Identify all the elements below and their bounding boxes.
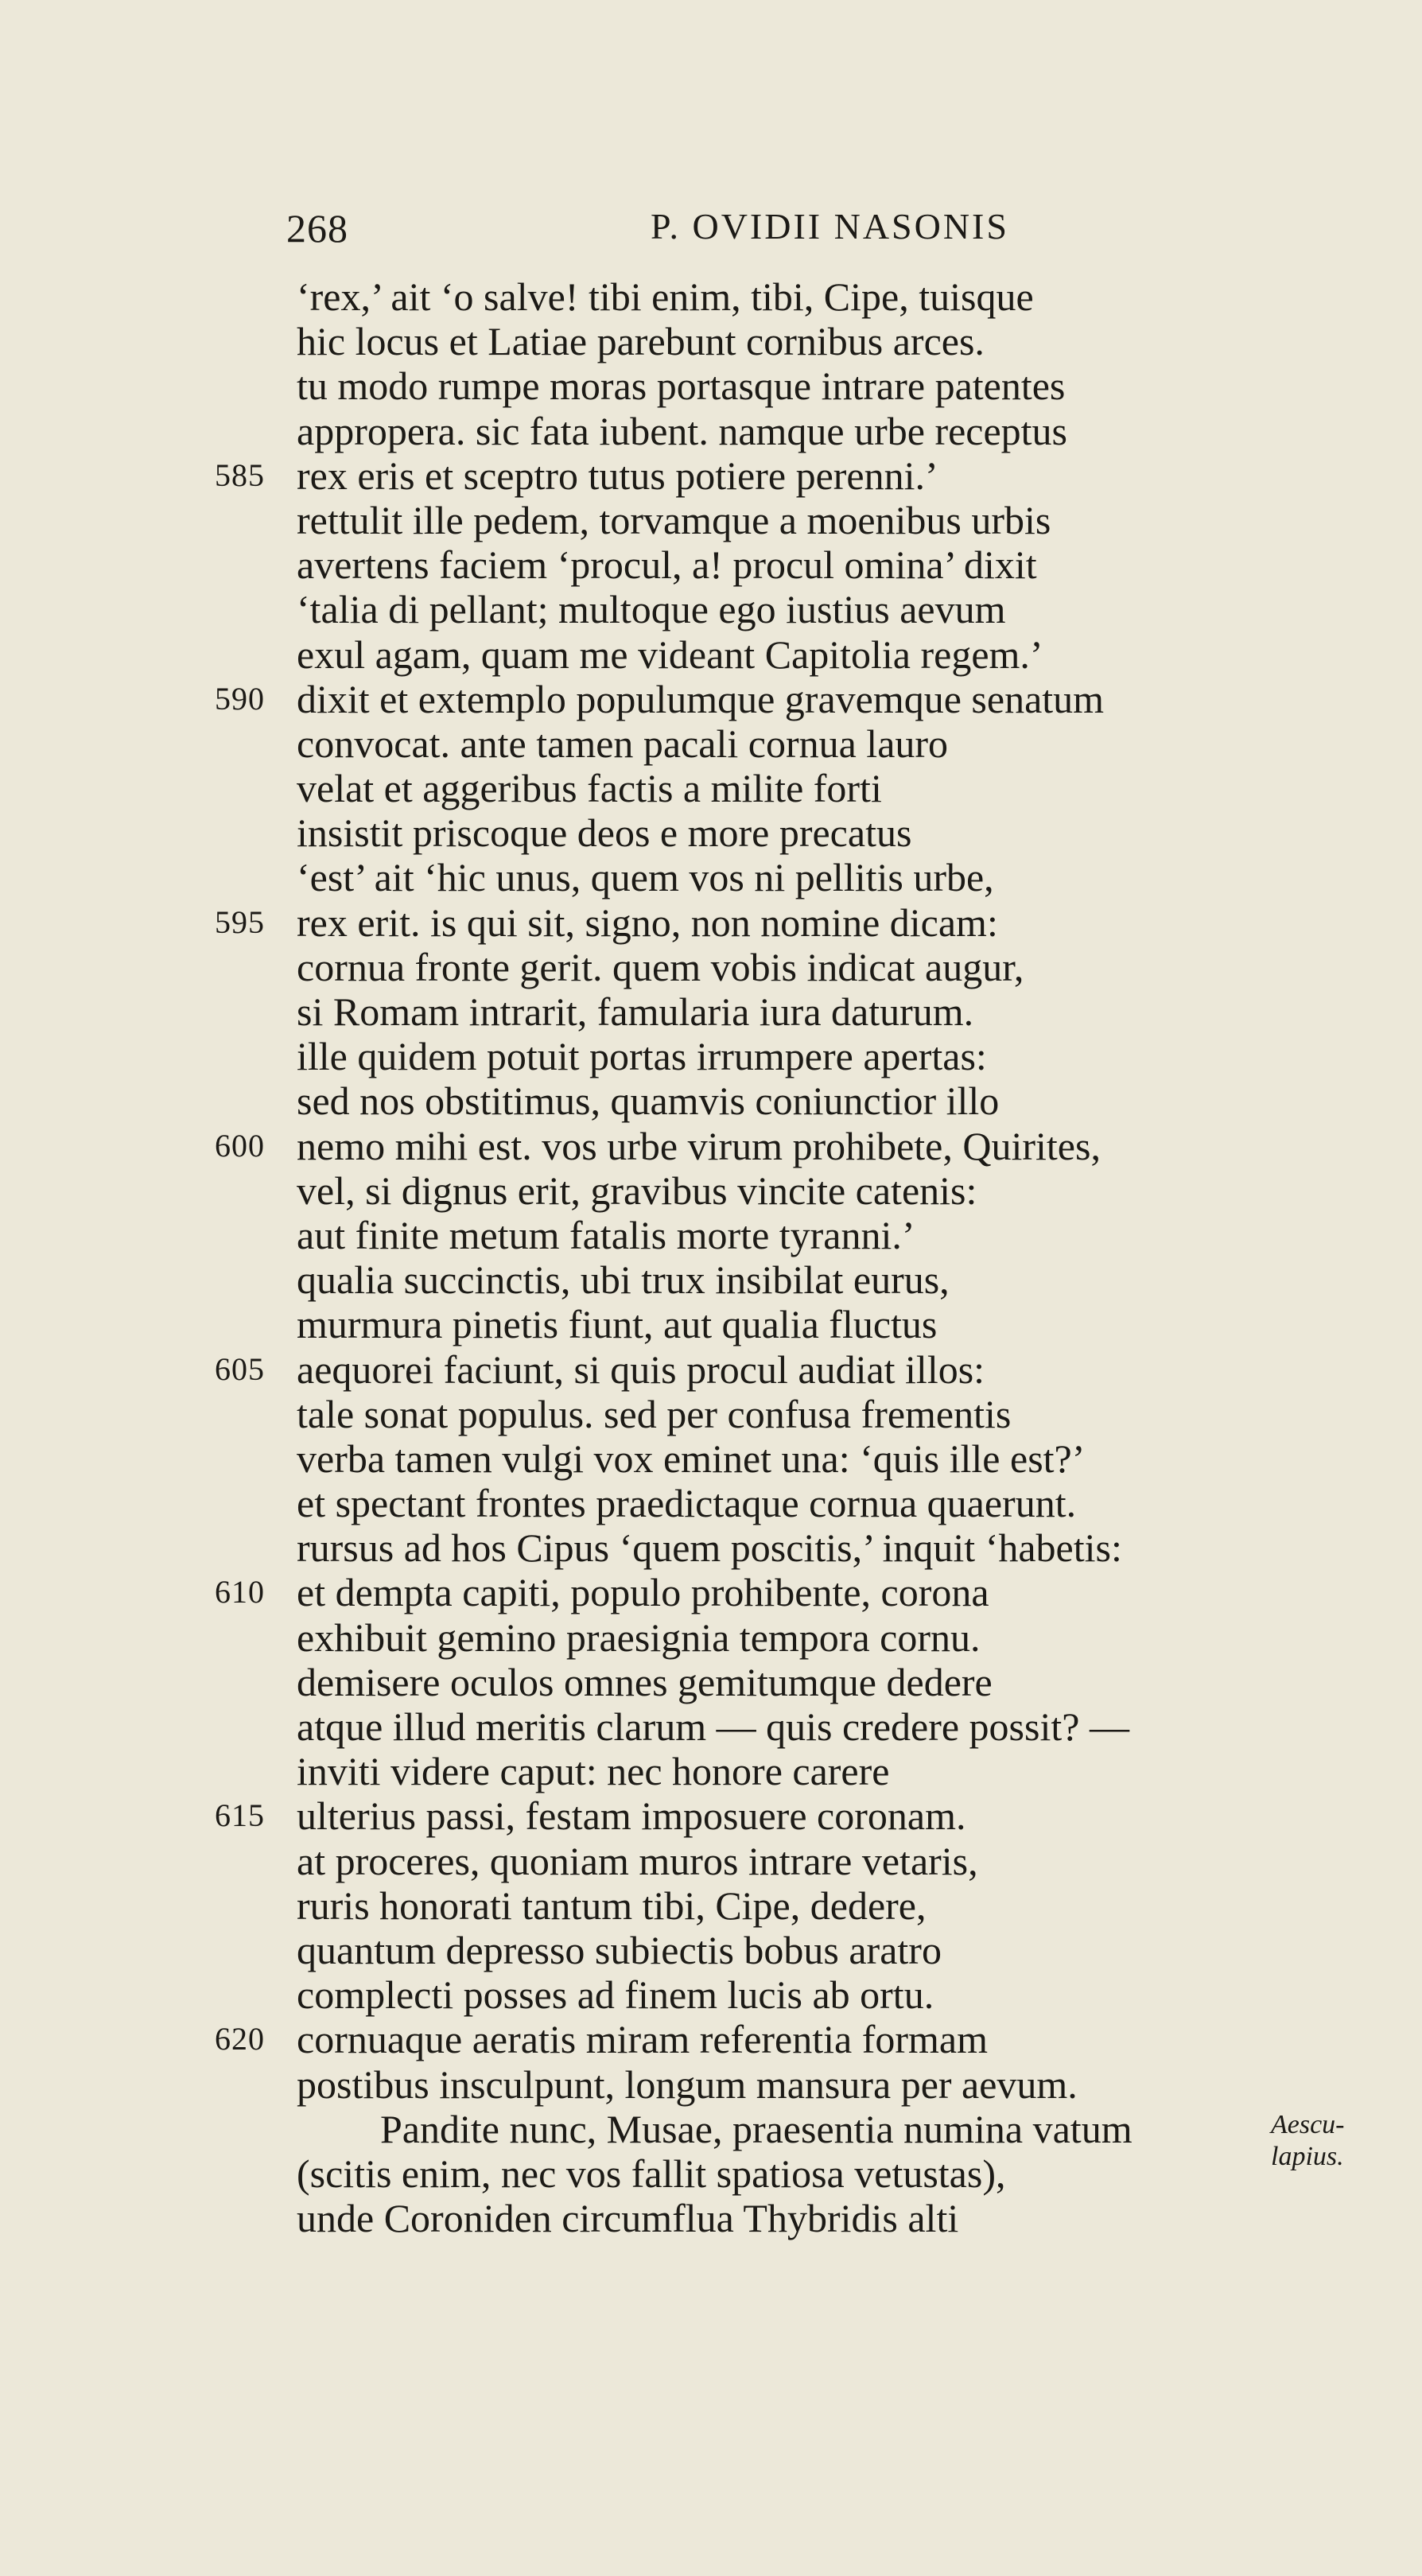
- verse-text: at proceres, quoniam muros intrare vetaris,: [297, 1838, 978, 1883]
- verse-text: vel, si dignus erit, gravibus vincite catenis:: [297, 1168, 977, 1213]
- verse-text: rex erit. is qui sit, signo, non nomine dicam:: [297, 899, 998, 945]
- verse-text: appropera. sic fata iubent. namque urbe receptus: [297, 408, 1068, 453]
- verse-line: [215, 855, 1344, 899]
- verse-text: rursus ad hos Cipus ‘quem poscitis,’ inquit ‘habetis:: [297, 1525, 1122, 1571]
- verse-text: si Romam intrarit, famularia iura daturum.: [297, 989, 974, 1034]
- verse-line: [215, 319, 1344, 363]
- verse-text: nemo mihi est. vos urbe virum prohibete, Quirites,: [297, 1123, 1101, 1168]
- verse-text: quantum depresso subiectis bobus aratro: [297, 1927, 942, 1972]
- verse-line: [215, 1124, 1344, 1168]
- verse-text: rettulit ille pedem, torvamque a moenibus urbis: [297, 497, 1051, 542]
- marginal-note-line: lapius.: [1271, 2142, 1344, 2171]
- verse-text: exul agam, quam me videant Capitolia regem.’: [297, 631, 1043, 677]
- verse-line: [215, 1392, 1344, 1436]
- verse-text: ‘est’ ait ‘hic unus, quem vos ni pellitis urbe,: [297, 855, 994, 900]
- verse-text: qualia succinctis, ubi trux insibilat eurus,: [297, 1257, 950, 1303]
- verse-line: [215, 989, 1344, 1034]
- verse-line: [215, 1704, 1344, 1749]
- verse-line: [215, 810, 1344, 855]
- verse-text: exhibuit gemino praesignia tempora cornu.: [297, 1614, 981, 1660]
- verse-text: aequorei faciunt, si quis procul audiat illos:: [297, 1346, 985, 1392]
- verse-block: [215, 274, 1344, 2240]
- line-number: 615: [215, 1797, 265, 1834]
- verse-line: [215, 900, 1344, 945]
- verse-text: Pandite nunc, Musae, praesentia numina vatum: [380, 2106, 1133, 2151]
- verse-line: [215, 1436, 1344, 1481]
- verse-text: hic locus et Latiae parebunt cornibus arces.: [297, 319, 985, 364]
- verse-line: [215, 1257, 1344, 1302]
- marginal-note: [1271, 2109, 1345, 2173]
- verse-text: unde Coroniden circumflua Thybridis alti: [297, 2196, 959, 2241]
- verse-text: et dempta capiti, populo prohibente, corona: [297, 1570, 989, 1615]
- verse-line: [215, 1928, 1344, 1972]
- verse-line: [215, 2196, 1344, 2240]
- verse-text: tale sonat populus. sed per confusa frementis: [297, 1391, 1012, 1436]
- verse-line: [215, 1034, 1344, 1078]
- verse-line: [215, 587, 1344, 631]
- verse-text: demisere oculos omnes gemitumque dedere: [297, 1659, 993, 1704]
- verse-text: avertens faciem ‘procul, a! procul omina’ dixit: [297, 542, 1037, 588]
- verse-text: sed nos obstitimus, quamvis coniunctior illo: [297, 1078, 1000, 1124]
- verse-text: aut finite metum fatalis morte tyranni.’: [297, 1212, 915, 1257]
- verse-text: rex eris et sceptro tutus potiere perenni.’: [297, 453, 938, 498]
- line-number: 620: [215, 2021, 265, 2057]
- verse-line: [215, 2062, 1344, 2107]
- verse-line: [215, 945, 1344, 989]
- verse-line: [215, 1168, 1344, 1213]
- verse-text: verba tamen vulgi vox eminet una: ‘quis ille est?’: [297, 1436, 1086, 1481]
- verse-line: [215, 1213, 1344, 1257]
- verse-line: [215, 1078, 1344, 1123]
- line-number: 605: [215, 1350, 265, 1387]
- verse-line: [215, 1972, 1344, 2017]
- verse-line: [215, 677, 1344, 721]
- verse-text: insistit priscoque deos e more precatus: [297, 810, 912, 856]
- verse-line: [215, 721, 1344, 766]
- line-number: 610: [215, 1574, 265, 1610]
- verse-line: [215, 1481, 1344, 1525]
- verse-line: [215, 1793, 1344, 1838]
- verse-text: ruris honorati tantum tibi, Cipe, dedere,: [297, 1882, 927, 1928]
- verse-text: velat et aggeribus factis a milite forti: [297, 766, 882, 811]
- verse-text: ‘talia di pellant; multoque ego iustius aevum: [297, 587, 1006, 632]
- verse-line: [215, 1525, 1344, 1570]
- verse-text: ille quidem potuit portas irrumpere apertas:: [297, 1034, 987, 1079]
- verse-line: [215, 1660, 1344, 1704]
- verse-line: [215, 2107, 1344, 2151]
- verse-line: [215, 274, 1344, 319]
- verse-line: [215, 2151, 1344, 2196]
- verse-line: [215, 363, 1344, 408]
- verse-line: [215, 498, 1344, 542]
- verse-line: [215, 1883, 1344, 1928]
- verse-line: [215, 1570, 1344, 1614]
- running-head: P. OVIDII NASONIS: [651, 206, 1009, 247]
- verse-text: postibus insculpunt, longum mansura per aevum.: [297, 2061, 1078, 2107]
- verse-text: cornua fronte gerit. quem vobis indicat augur,: [297, 944, 1024, 989]
- line-number: 595: [215, 903, 265, 940]
- verse-text: cornuaque aeratis miram referentia formam: [297, 2017, 988, 2062]
- verse-text: convocat. ante tamen pacali cornua lauro: [297, 721, 949, 766]
- page-header: [286, 205, 1241, 261]
- verse-line: [215, 1749, 1344, 1793]
- verse-line: [215, 632, 1344, 677]
- verse-text: complecti posses ad finem lucis ab ortu.: [297, 1972, 934, 2018]
- verse-text: tu modo rumpe moras portasque intrare patentes: [297, 363, 1066, 409]
- line-number: 590: [215, 680, 265, 717]
- verse-line: [215, 1347, 1344, 1392]
- verse-line: [215, 766, 1344, 810]
- verse-line: [215, 2017, 1344, 2061]
- marginal-note-line: Aescu-: [1271, 2110, 1345, 2139]
- verse-line: [215, 409, 1344, 453]
- verse-text: ulterius passi, festam imposuere coronam.: [297, 1793, 966, 1839]
- verse-line: [215, 453, 1344, 498]
- verse-text: (scitis enim, nec vos fallit spatiosa vetustas),: [297, 2151, 1006, 2196]
- page-number: 268: [286, 206, 348, 251]
- verse-text: et spectant frontes praedictaque cornua quaerunt.: [297, 1481, 1077, 1526]
- verse-line: [215, 1839, 1344, 1883]
- verse-text: atque illud meritis clarum — quis credere possit? —: [297, 1704, 1129, 1749]
- verse-text: inviti videre caput: nec honore carere: [297, 1749, 890, 1794]
- verse-text: murmura pinetis fiunt, aut qualia fluctus: [297, 1302, 938, 1347]
- verse-text: ‘rex,’ ait ‘o salve! tibi enim, tibi, Cipe, tuisque: [297, 274, 1034, 319]
- line-number: 600: [215, 1127, 265, 1164]
- verse-line: [215, 542, 1344, 587]
- verse-line: [215, 1615, 1344, 1660]
- line-number: 585: [215, 457, 265, 493]
- verse-line: [215, 1302, 1344, 1346]
- verse-text: dixit et extemplo populumque gravemque senatum: [297, 676, 1105, 721]
